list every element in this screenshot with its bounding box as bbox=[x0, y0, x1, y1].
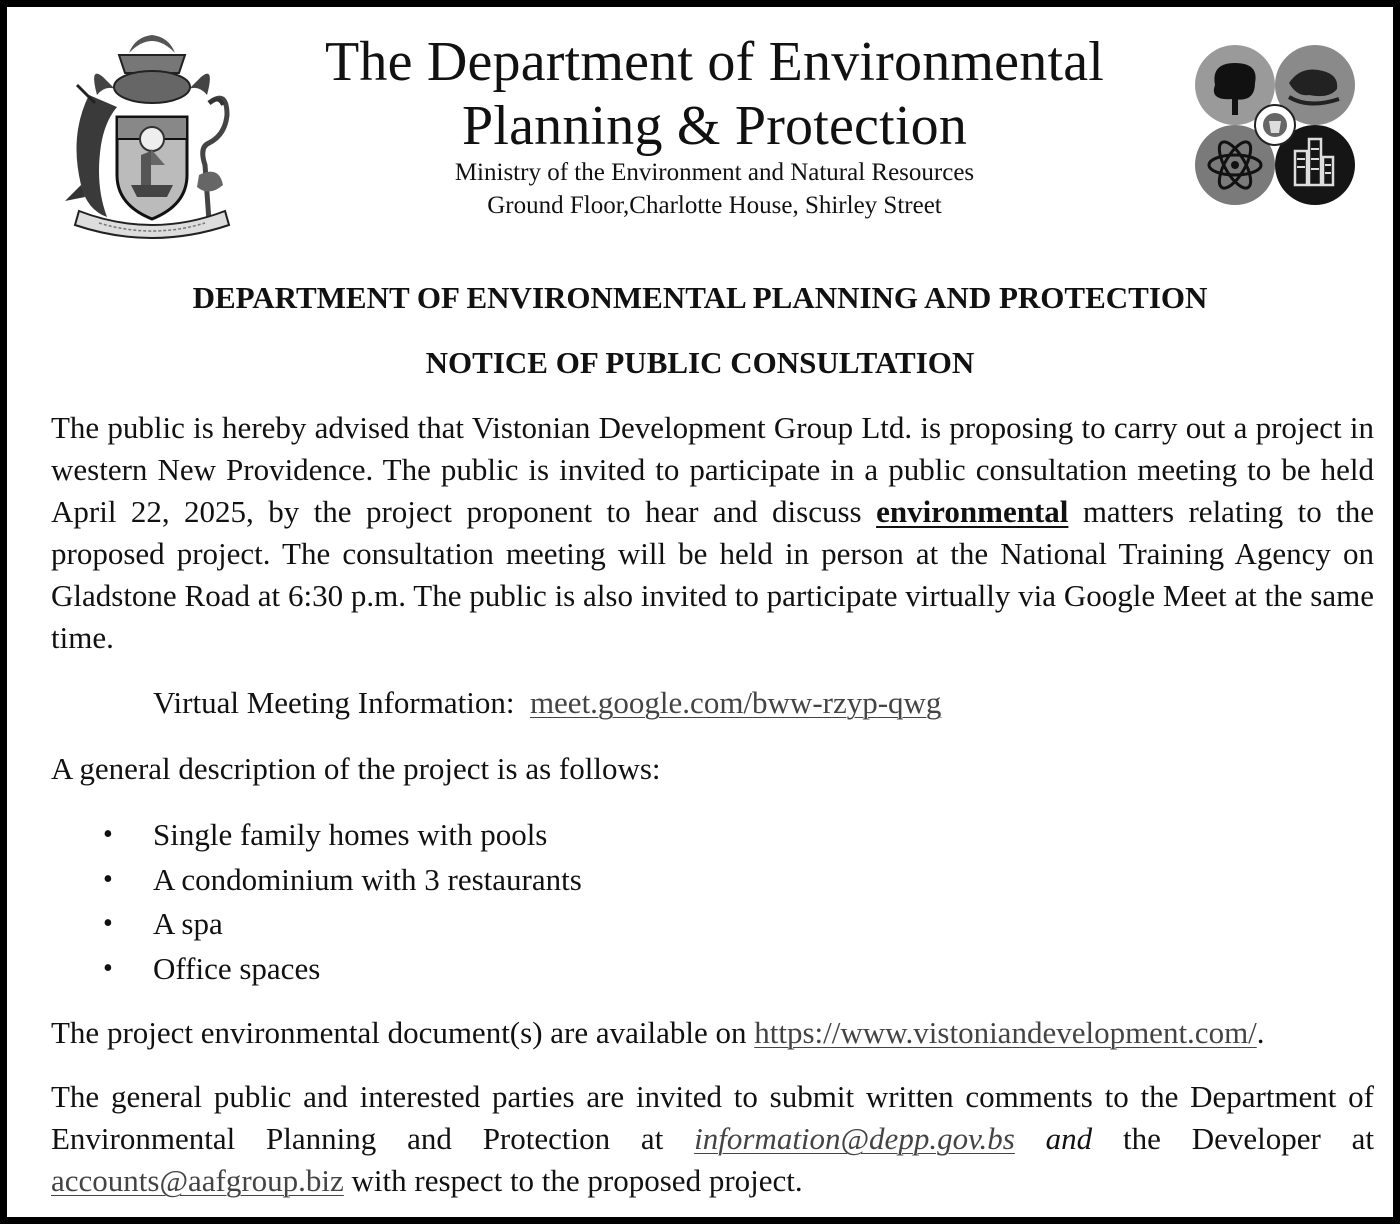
list-item bbox=[7, 814, 1400, 859]
list-item bbox=[7, 903, 1400, 948]
bahamas-coat-of-arms-icon bbox=[59, 25, 245, 239]
virtual-meeting-line bbox=[153, 682, 941, 724]
department-address: Ground Floor,Charlotte House, Shirley Street bbox=[487, 192, 942, 219]
project-description-list bbox=[7, 814, 1400, 992]
list-item-text: Single family homes with pools bbox=[153, 817, 548, 852]
documents-text: The project environmental document(s) are available on bbox=[51, 1015, 747, 1050]
list-item-text: A spa bbox=[153, 906, 223, 941]
comments-text-part1: The general public and interested parties are invited to submit written comments to the Department of Environmental Planning and Protection at bbox=[51, 1079, 1374, 1156]
google-meet-link[interactable]: meet.google.com/bww-rzyp-qwg bbox=[529, 685, 942, 720]
consultation-text-part2: matters relating to the proposed project. The consultation meeting will be held in person at the National Training Agency on Gladstone Road at 6:30 p.m. The public is also invited to participate virtually via Google Meet at the same time. bbox=[51, 494, 1375, 655]
bullet-icon: • bbox=[103, 952, 113, 984]
department-title-line-2: Planning & Protection bbox=[461, 95, 968, 157]
description-intro: A general description of the project is as follows: bbox=[51, 751, 661, 786]
comments-text-part3: with respect to the proposed project. bbox=[351, 1163, 803, 1198]
list-item bbox=[7, 859, 1400, 904]
list-item bbox=[7, 948, 1400, 993]
documents-paragraph bbox=[51, 1012, 1374, 1054]
environmental-emphasis: environmental bbox=[876, 494, 1069, 529]
notice-heading: NOTICE OF PUBLIC CONSULTATION bbox=[425, 345, 975, 380]
ministry-name: Ministry of the Environment and Natural Resources bbox=[454, 159, 975, 186]
developer-email-link[interactable]: accounts@aafgroup.biz bbox=[51, 1163, 344, 1198]
bullet-icon: • bbox=[103, 819, 113, 850]
department-title-line-1: The Department of Environmental bbox=[324, 31, 1105, 93]
consultation-text-part1: The public is hereby advised that Vistonian Development Group Ltd. is proposing to carry out a project in western New Providence. The public is invited to participate in a public consultation meeting to be held April 22, 2025, by the project proponent to hear and discuss bbox=[51, 410, 1374, 529]
bullet-icon: • bbox=[103, 863, 113, 895]
comments-and: and bbox=[1045, 1121, 1093, 1156]
depp-emblem-icon bbox=[1189, 39, 1361, 211]
department-heading: DEPARTMENT OF ENVIRONMENTAL PLANNING AND PROTECTION bbox=[192, 280, 1208, 315]
list-item-text: A condominium with 3 restaurants bbox=[153, 861, 582, 897]
consultation-paragraph bbox=[51, 407, 1374, 659]
documents-period: . bbox=[1256, 1015, 1265, 1050]
virtual-meeting-label: Virtual Meeting Information: bbox=[153, 685, 515, 720]
vistonian-website-link[interactable]: https://www.vistoniandevelopment.com/ bbox=[754, 1015, 1257, 1050]
bullet-icon: • bbox=[103, 908, 113, 939]
comments-text-part2: the Developer at bbox=[1123, 1121, 1374, 1156]
list-item-text: Office spaces bbox=[153, 950, 321, 986]
depp-email-link[interactable]: information@depp.gov.bs bbox=[694, 1121, 1015, 1156]
comments-paragraph bbox=[51, 1076, 1374, 1202]
